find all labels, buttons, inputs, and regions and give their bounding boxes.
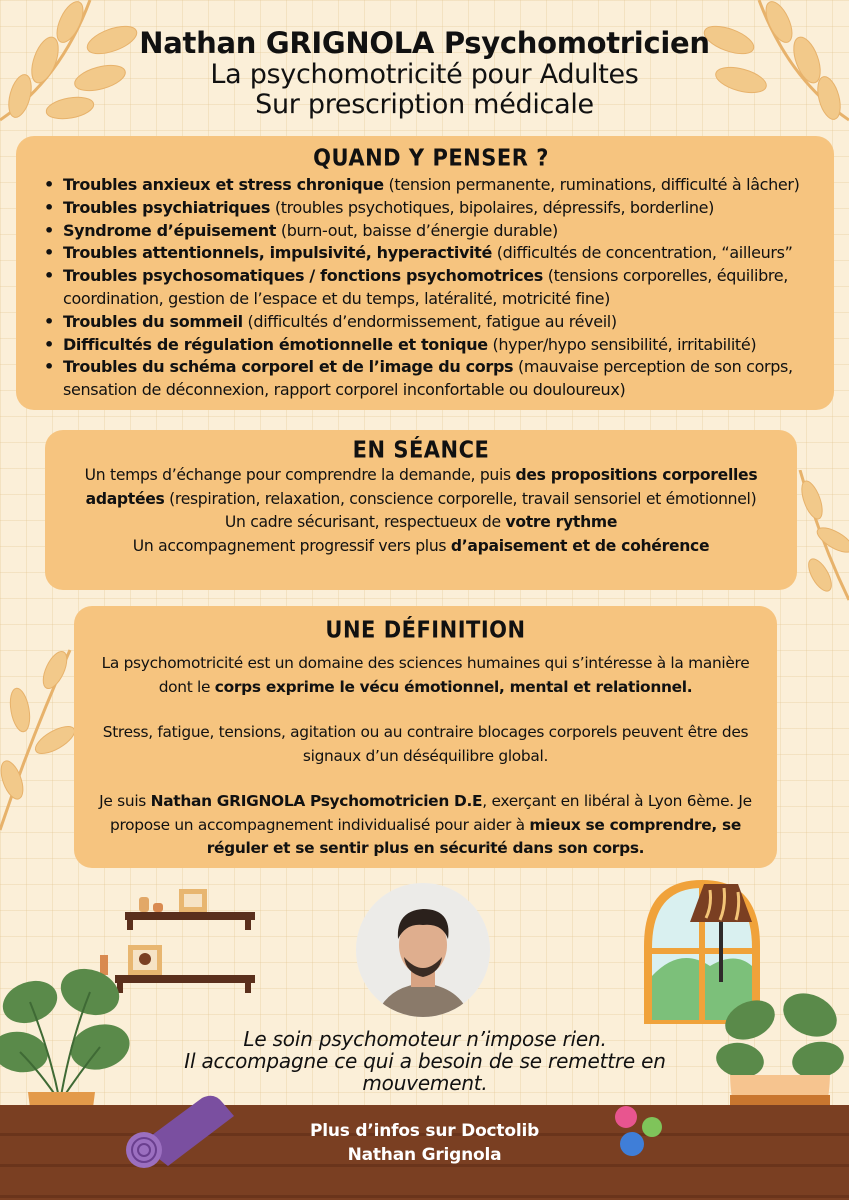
- list-item: • Difficultés de régulation émotionnelle et tonique (hyper/hypo sensibilité, irritabilité): [42, 334, 820, 357]
- page-subtitle-1: La psychomotricité pour Adultes: [210, 59, 639, 90]
- list-item: • Troubles du sommeil (difficultés d’endormissement, fatigue au réveil): [42, 311, 820, 334]
- list-item: • Troubles psychiatriques (troubles psychotiques, bipolaires, dépressifs, borderline): [42, 197, 820, 220]
- list-item: • Troubles psychosomatiques / fonctions psychomotrices (tensions corporelles, équilibre, coordination, gestion de l’espace et du temps, latéralité, motricité fine): [42, 265, 820, 311]
- footer-line-2: Nathan Grignola: [347, 1145, 502, 1165]
- when-heading: QUAND Y PENSER ?: [313, 145, 549, 171]
- page-title: Nathan GRIGNOLA Psychomotricien: [139, 26, 710, 60]
- session-paragraph-2: Un cadre sécurisant, respectueux de votre rythme: [224, 513, 618, 531]
- list-item: • Troubles du schéma corporel et de l’image du corps (mauvaise perception de son corps, sensation de déconnexion, rapport corporel inconfortable ou douloureux): [42, 356, 820, 402]
- definition-paragraph-3: Je suis Nathan GRIGNOLA Psychomotricien D.E, exerçant en libéral à Lyon 6ème. Je propose un accompagnement individualisé pour aider à mieux se comprendre, se réguler et se sentir plus en sécurité dans son corps.: [99, 792, 752, 857]
- session-paragraph-3: Un accompagnement progressif vers plus d’apaisement et de cohérence: [132, 536, 710, 555]
- avatar: [356, 883, 490, 1017]
- leaf-branch-right-icon: [790, 470, 849, 610]
- symptom-list: [42, 174, 820, 402]
- footer-line-1: Plus d’infos sur Doctolib: [309, 1121, 540, 1141]
- leaf-branch-left-icon: [0, 640, 80, 840]
- quote-line-1: Le soin psychomoteur n’impose rien.: [243, 1027, 607, 1051]
- when-to-consider-card: [16, 136, 834, 410]
- session-heading: EN SÉANCE: [352, 437, 490, 463]
- definition-heading: UNE DÉFINITION: [325, 617, 526, 643]
- list-item: • Syndrome d’épuisement (burn-out, baisse d’énergie durable): [42, 220, 820, 243]
- quote-line-2: Il accompagne ce qui a besoin de se remettre en mouvement.: [184, 1049, 666, 1095]
- footer: [0, 1119, 849, 1167]
- list-item: • Troubles anxieux et stress chronique (tension permanente, ruminations, difficulté à lâcher): [42, 174, 820, 197]
- definition-paragraph-2: Stress, fatigue, tensions, agitation ou au contraire blocages corporels peuvent être des signaux d’un déséquilibre global.: [102, 723, 749, 765]
- definition-paragraph-1: La psychomotricité est un domaine des sciences humaines qui s’intéresse à la manière dont le corps exprime le vécu émotionnel, mental et relationnel.: [101, 654, 750, 696]
- closing-quote: [120, 1028, 730, 1094]
- definition-card: [74, 606, 777, 868]
- session-paragraph-1: Un temps d’échange pour comprendre la demande, puis des propositions corporelles adaptées (respiration, relaxation, conscience corporelle, travail sensoriel et émotionnel): [84, 466, 758, 508]
- list-item: • Troubles attentionnels, impulsivité, hyperactivité (difficultés de concentration, “ailleurs”: [42, 242, 820, 265]
- page-subtitle-2: Sur prescription médicale: [255, 89, 594, 120]
- person-portrait-icon: [356, 883, 490, 1017]
- page-header: [0, 26, 849, 120]
- session-card: [45, 430, 797, 590]
